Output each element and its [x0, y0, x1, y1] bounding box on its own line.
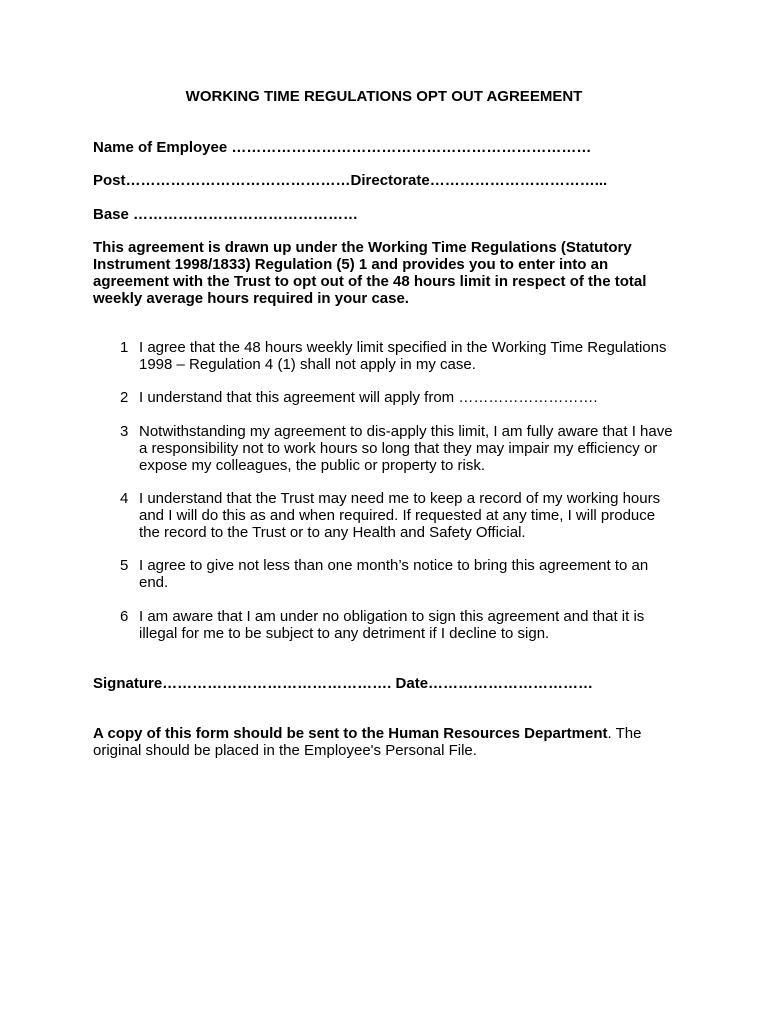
document-title: WORKING TIME REGULATIONS OPT OUT AGREEMENT	[185, 88, 583, 105]
list-item-number: 3	[120, 423, 129, 440]
list-item-text: I agree that the 48 hours weekly limit specified in the Working Time Regulations 1998 – Regulation 4 (1) shall not apply in my case.	[139, 339, 667, 373]
list-item-text: Notwithstanding my agreement to dis-apply this limit, I am fully aware that I have a responsibility not to work hours so long that they may impair my efficiency or expose my colleagues, the public or property to risk.	[139, 423, 673, 474]
directorate-field: Directorate……………………………...	[350, 172, 608, 189]
date-field: Date……………………………	[395, 675, 594, 692]
footer-text: . The original should be placed in the Employee's Personal File.	[93, 725, 642, 759]
footer-note	[93, 725, 678, 759]
name-of-employee-field: Name of Employee ………………………………………………………………	[93, 139, 592, 156]
list-item-number: 5	[120, 557, 129, 574]
signature-field: Signature……………………………………….	[93, 675, 392, 692]
list-item-number: 1	[120, 339, 129, 356]
post-field: Post………………………………………	[93, 172, 351, 189]
list-item-text: I understand that this agreement will apply from ……………………….	[139, 389, 598, 406]
signature-date-row	[93, 675, 593, 692]
list-item-text: I agree to give not less than one month’s notice to bring this agreement to an end.	[139, 557, 649, 591]
intro-paragraph: This agreement is drawn up under the Working Time Regulations (Statutory Instrument 1998/1833) Regulation (5) 1 and provides you to enter into an agreement with the Trust to opt out of the 48 hours limit in respect of the total weekly average hours required in your case.	[93, 239, 647, 307]
list-item-number: 6	[120, 608, 129, 625]
list-item-text: I am aware that I am under no obligation to sign this agreement and that it is illegal for me to be subject to any detriment if I decline to sign.	[139, 608, 645, 642]
list-item-number: 2	[120, 389, 129, 406]
list-item-text: I understand that the Trust may need me to keep a record of my working hours and I will do this as and when required. If requested at any time, I will produce the record to the Trust or to any Health and Safety Official.	[139, 490, 661, 541]
post-directorate-row	[93, 172, 607, 189]
base-field: Base ………………………………………	[93, 206, 359, 223]
list-item-number: 4	[120, 490, 129, 507]
footer-bold-text: A copy of this form should be sent to the Human Resources Department	[93, 725, 608, 742]
